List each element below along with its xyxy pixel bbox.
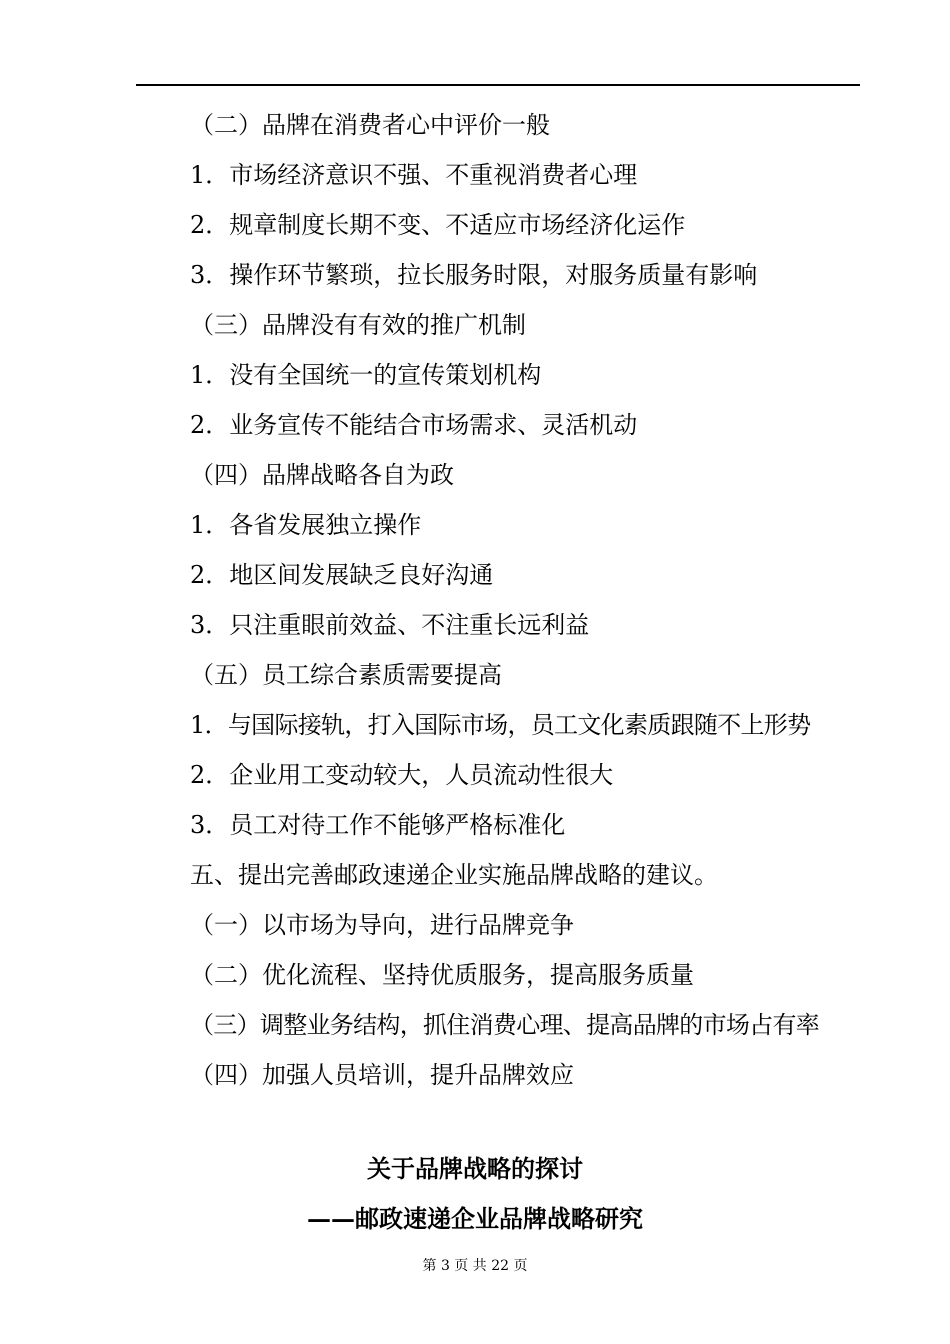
list-item: 1．没有全国统一的宣传策划机构	[190, 361, 542, 389]
section-heading: （三）调整业务结构，抓住消费心理、提高品牌的市场占有率	[190, 1011, 820, 1039]
section-heading: （三）品牌没有有效的推广机制	[190, 311, 526, 339]
document-subtitle: ——邮政速递企业品牌战略研究	[307, 1204, 643, 1233]
section-heading: （四）品牌战略各自为政	[190, 461, 454, 489]
section-heading: （五）员工综合素质需要提高	[190, 661, 502, 689]
list-item: 3．只注重眼前效益、不注重长远利益	[190, 611, 590, 639]
list-item: 3．操作环节繁琐，拉长服务时限，对服务质量有影响	[190, 261, 758, 289]
list-item: 1．与国际接轨，打入国际市场，员工文化素质跟随不上形势	[190, 711, 811, 739]
chapter-heading: 五、提出完善邮政速递企业实施品牌战略的建议。	[190, 861, 718, 889]
list-item: 2．业务宣传不能结合市场需求、灵活机动	[190, 411, 638, 439]
header-rule	[136, 84, 860, 86]
section-heading: （二）优化流程、坚持优质服务，提高服务质量	[190, 961, 694, 989]
page-number: 第 3 页 共 22 页	[422, 1258, 528, 1274]
list-item: 1．各省发展独立操作	[190, 511, 422, 539]
document-title: 关于品牌战略的探讨	[367, 1154, 583, 1183]
list-item: 2．企业用工变动较大，人员流动性很大	[190, 761, 614, 789]
list-item: 2．规章制度长期不变、不适应市场经济化运作	[190, 211, 686, 239]
section-heading: （四）加强人员培训，提升品牌效应	[190, 1061, 574, 1089]
list-item: 1．市场经济意识不强、不重视消费者心理	[190, 161, 638, 189]
section-heading: （一）以市场为导向，进行品牌竞争	[190, 911, 574, 939]
list-item: 3．员工对待工作不能够严格标准化	[190, 811, 566, 839]
list-item: 2．地区间发展缺乏良好沟通	[190, 561, 494, 589]
section-heading: （二）品牌在消费者心中评价一般	[190, 111, 550, 139]
